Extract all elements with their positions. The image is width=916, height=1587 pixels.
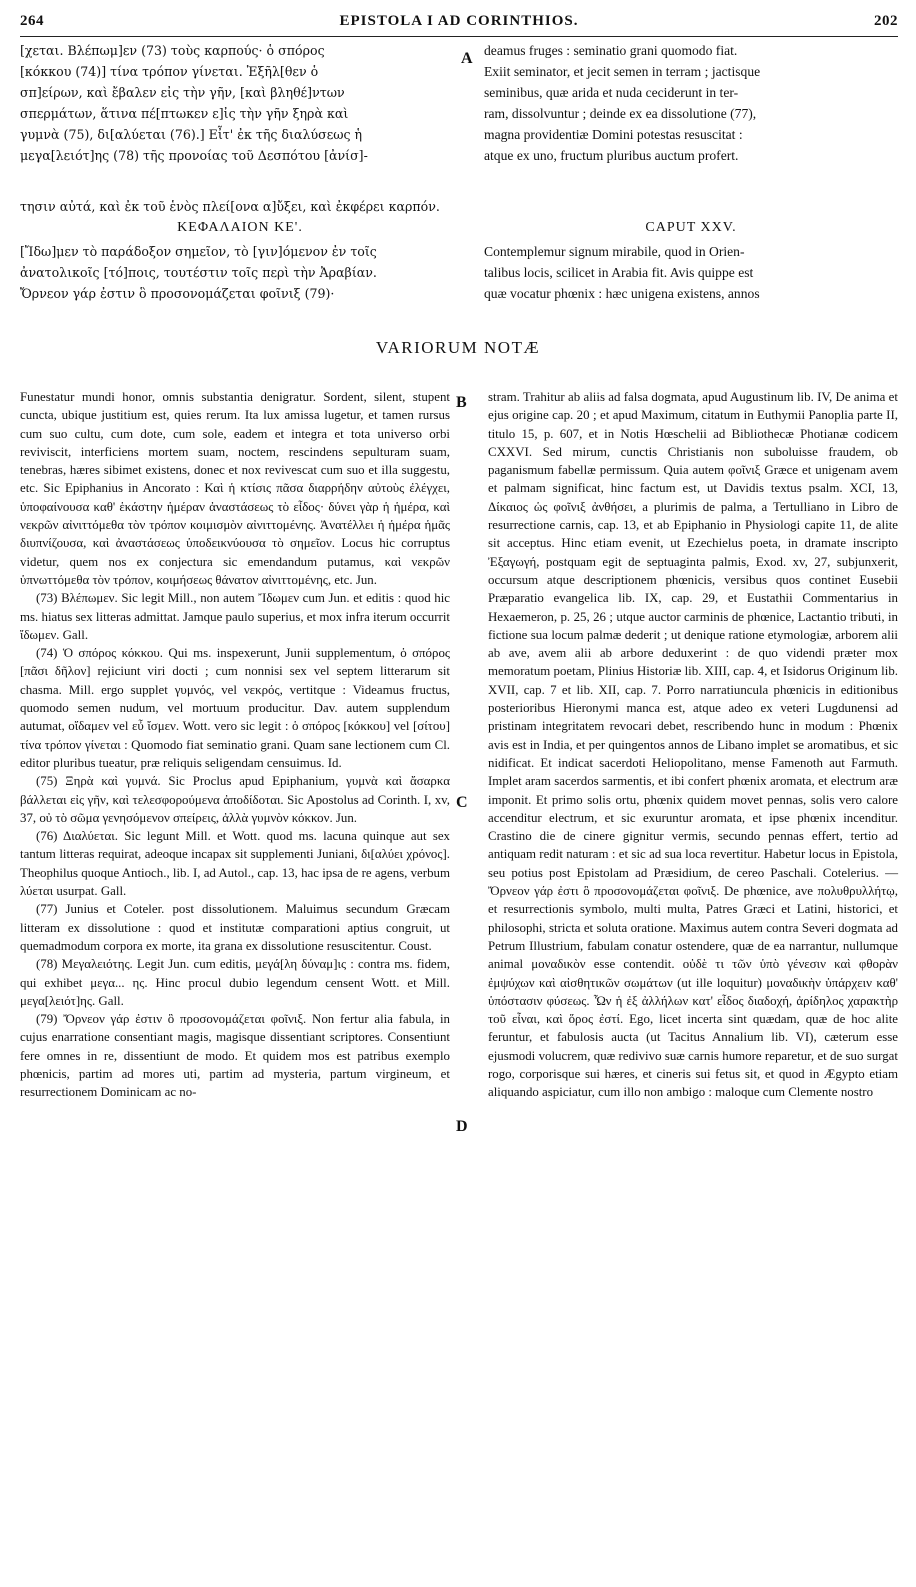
greek-line: γυμνὰ (75), δι[αλύεται (76).] Εἶτ' ἐκ τῆς διαλύσεως ἡ (20, 127, 363, 143)
latin-line: quæ vocatur phœnix : hæc unigena existens, annos (484, 286, 760, 302)
greek-line: [χεται. Βλέπωμ]εν (73) τοὺς καρπούς· ὁ σπόρος (20, 43, 325, 58)
note-79: (79) Ὄρνεον γάρ ἐστιν ὃ προσονομάζεται φοῖνιξ. Non fertur alia fabula, in cujus enarratione consentiant magis, magisque dissentiant scriptores. Consentiunt fere omnes in re, dissentiunt de modo. Et quidem mos est patribus exemplo phœnicis, partim ad mores uti, partim ad mysteria, partum virgineum, et resurrectionem Dominicam ac no- (20, 1012, 450, 1100)
notes-left-column (20, 388, 450, 1102)
latin-line: ram, dissolvuntur ; deinde ex ea dissolutione (77), (484, 106, 757, 122)
greek-line: σπερμάτων, ἅτινα πέ[πτωκεν ε]ἰς τὴν γῆν ξηρὰ καὶ (20, 106, 349, 122)
greek-line: σπ]είρων, καὶ ἔβαλεν εἰς τὴν γῆν, [καὶ βληθέ]ντων (20, 85, 345, 101)
greek-line: [Ἴδω]μεν τὸ παράδοξον σημεῖον, τὸ [γιν]όμενον ἐν τοῖς (20, 244, 377, 259)
notes-heading: VARIORUM NOTÆ (375, 338, 541, 357)
right-page-number: 202 (874, 12, 898, 29)
latin-line: seminibus, quæ arida et nuda ceciderunt in ter- (484, 85, 739, 101)
note-77: (77) Junius et Coteler. post dissolutionem. Maluimus secundum Græcam litteram ex dissolutione : quod et institutæ comparationi aptius congruit, ut quemadmodum corpora ex morte, ita grana ex dissolutione resuscitentur. Coust. (20, 902, 450, 953)
variorum-notes (20, 388, 898, 1578)
greek-wide-line: τησιν αὐτά, καὶ ἐκ τοῦ ἑνὸς πλεί[ονα α]ὔξει, καὶ ἐκφέρει καρπόν. (20, 199, 440, 214)
note-73: (73) Βλέπωμεν. Sic legit Mill., non autem Ἴδωμεν cum Jun. et editis : quod hic ms. hiatus sex litteras admittat. Jamque paulo superius, et mox infra iterum occurrit ἴδωμεν. Gall. (20, 591, 450, 642)
note-74: (74) Ὁ σπόρος κόκκου. Qui ms. inspexerunt, Junii supplementum, ὁ σπόρος [πᾶσι δῆλον] rejiciunt viri docti ; cum nonnisi sex vel septem litterarum sit chasma. Mill. ergo supplet γυμνός, vel νεκρός, vertitque : Videamus fructus, quomodo semen nudum, vel mortuum producitur. Dav. autem supplendum autumat, οἴδαμεν vel εὖ ἴσμεν. Wott. vero sic legit : ὁ σπόρος [κόκκου] vel [σίτου] τίνα τρόπον γίνεται : Quomodo fiat seminatio grani. Quam sane lectionem cum Cl. editor pluribus tueatur, præ reliquis seligendam censuimus. Id. (20, 646, 450, 770)
margin-letter-a: A (461, 50, 473, 67)
notes-right-column (488, 388, 898, 1102)
latin-line: atque ex uno, fructum pluribus auctum profert. (484, 148, 739, 164)
note-paragraph: Funestatur mundi honor, omnis substantia denigratur. Sordent, silent, stupent cuncta, ubique justitium est, quies rerum. Ita lux amissa lugetur, et tamen rursus cum suo cultu, cum dote, cum sole, eadem et integra et tota universo orbi reviviscit, interficiens mortem suam, noctem, rescindens sepulturam suam, tenebras, hæres sibimet existens, donec et nox revivescat cum suo et illa suggestu, etc. Sic Epiphanius in Ancorato : Καὶ ἡ κτίσις πᾶσα διαρρήδην αὐτοὺς ἐλέγχει, ὑποφαίνουσα καθ' ἑκάστην ἡμέραν ἀναστάσεως τὸ εἶδος· δύνει γὰρ ἡ ἡμέρα, καὶ νεκρῶν αἰνιττόμεθα τὸν τρόπον κοιμισμὸν αἰνιττομένης. Ἀνατέλλει ἡ ἡμέρα ἡμᾶς διυπνίζουσα, καὶ ἀναστάσεως ὑποδεικνύουσα τὸ σημεῖον. Locus hic corruptus videtur, quem nos ex conjectura sic emendandum putamus, καὶ νεκρῶν ὑπνωττόμεθα τὸν τρόπον, κοιμήσεως θάνατον αἰνιττομένης, etc. Jun. (20, 390, 450, 587)
note-75: (75) Ξηρὰ καὶ γυμνά. Sic Proclus apud Epiphanium, γυμνὰ καὶ ἄσαρκα βάλλεται εἰς γῆν, καὶ τελεσφορούμενα ἀποδίδοται. Sic Apostolus ad Corinth. I, xv, 37, οὐ τὸ σῶμα γενησόμενον σπείρεις, ἀλλὰ γυμνὸν κόκκον. Jun. (20, 774, 450, 825)
greek-line: Ὄρνεον γάρ ἐστιν ὃ προσονομάζεται φοῖνιξ (79)· (20, 286, 335, 302)
note-continuation: stram. Trahitur ab aliis ad falsa dogmata, apud Augustinum lib. IV, De anima et ejus origine cap. 20 ; et apud Maximum, citatum in Euthymii Panoplia parte II, titulo 15, p. 607, et in Notis Hœschelii ad Bibliothecæ Photianæ codicem CXXVI. Sed mirum, cunctis Christianis non suboluisse fraudem, ob paganismum fabellæ permissum. Quia autem φοῖνιξ Græce et unigenam avem et palmam significat, hinc factum est, ut Davidis textus psalm. XCI, 13, Δίκαιος ὡς φοῖνιξ ἀνθήσει, a plurimis de palma, a Tertulliano in Libro de resurrectione carnis, cap. 13, et ab Epiphanio in Physiologi capite 11, de alite sit acceptus. Hinc etiam evenit, ut Ezechielus poeta, in dramate inscripto Ἐξαγωγή, postquam egit de septuaginta palmis, Exod. xv, 27, subjunxerit, occursum atque descriptionem phœnicis, versibus quos continet Eusebii Præparatio evangelica lib. IX, cap. 29, et Eustathii Commentarius in Hexaemeron, p. 25, 26 ; utque auctor carminis de phœnice, Lactantio tributi, in fictione sua locum palmæ dederit ; ut denique ratione etymologiæ, arborem alii ab ave, avem alii ab arbore deduxerint : de quo videndi præter mox memoratum poetam, Plinius Historiæ lib. XIII, cap. 4, et Isidorus Originum lib. XVII, cap. 7 et lib. XII, cap. 7. Porro narratiuncula phœnicis in editionibus posterioribus Hieronymi manca est, atque adeo ex veteri Lugdunensi ad pristinam integritatem revocari debet, rescribendo hunc in modum : Phœnix avis est in India, et per quingentos annos de Libano implet se aromatibus, et sic nidificat. Et indicat sacerdoti Heliopolitano, mense Famenoth aut Farmuth. Implet aram sacerdos sarmentis, et ibi confert phœnix aromata, et electrum aræ imponit. Et primo solis ortu, phœnix quidem movet pennas, solis vero calore accenditur electrum, et sic exuruntur aromata, et ipse phœnix incenditur. Crastino die de cinere gignitur vermis, secundo pennas effert, tertio ad antiquam redit naturam : et sic ad sua loca revertitur. Habetur locus in Epistola, seu potius post Epistolam ad Præsidium, de cereo Paschali. Cotelerius. — Ὄρνεον γάρ ἐστι ὃ προσονομάζεται φοῖνιξ. De phœnice, ave πολυθρυλλήτῳ, et resurrectionis symbolo, multi multa, Patres Græci et Latini, historici, et philosophi, stricta et soluta oratione. Maximus autem contra Severi dogmata ad Petrum Illustrium, fabulam conatur ostendere, quæ de ea narrantur, nullumque animal μοναδικὸν esse contendit. οὐδὲ τι τῶν ὑπὸ γένεσιν καὶ φθορὰν ἐμψύχων καὶ αἰσθητικῶν σωμάτων (ut ille loquitur) μοναδικὴν ὑπάρχειν καθ' ὑπόστασιν φύσεως. Ὧν ἡ ἐξ ἀλλήλων κατ' εἶδος διαδοχή, ἀρίδηλος χαρακτὴρ τοῦ εἶναι, καὶ ὅρος ἐστί. Ego, licet incerta sint quædam, quæ de hoc alite feruntur, et fabulosis aucta (ut Tacitus Annalium lib. VI), cæterum esse ejusmodi volucrem, quæ redivivo suæ carnis humore reparetur, et de suo surgat rogo, corporisque sui hæres, et cineris sui fetus sit, et quod in Ægypto etiam aliquando aspiciatur, cum illo non ambigo : maloque cum Clemente nostro (488, 390, 898, 1100)
latin-line: deamus fruges : seminatio grani quomodo fiat. (484, 43, 738, 58)
left-page-number: 264 (20, 12, 44, 29)
note-78: (78) Μεγαλειότης. Legit Jun. cum editis, μεγά[λη δύναμ]ις : contra ms. fidem, qui exhibet μεγα... ης. Hinc procul dubio legendum censent Wott. et Mill. μεγα[λειότ]ης. Gall. (20, 957, 450, 1008)
running-head (20, 8, 898, 37)
greek-line: [κόκκου (74)] τίνα τρόπον γίνεται. Ἐξῆλ[θεν ὁ (20, 64, 319, 80)
latin-line: magna providentiæ Domini potestas resuscitat : (484, 127, 743, 143)
latin-line: talibus locis, scilicet in Arabia fit. Avis quippe est (484, 265, 754, 281)
greek-line: ἀνατολικοῖς [τό]ποις, τουτέστιν τοῖς περὶ τὴν Ἀραβίαν. (20, 265, 377, 281)
greek-chapter-heading: ΚΕΦΑΛΑΙΟΝ ΚΕ'. (177, 220, 303, 235)
note-76: (76) Διαλύεται. Sic legunt Mill. et Wott. quod ms. lacuna quinque aut sex tantum litteras requirat, adeoque incapax sit supplementi Juniani, δι[αλύει χρόνος]. Theophilus quoque Antioch., lib. I, ad Autol., cap. 13, hac ipsa de re agens, verbum λύεται usurpat. Gall. (20, 829, 450, 899)
latin-chapter-heading: CAPUT XXV. (645, 220, 737, 235)
margin-letter-b: B (456, 394, 467, 411)
latin-line: Contemplemur signum mirabile, quod in Orien- (484, 244, 745, 259)
main-text (20, 40, 898, 315)
margin-letter-d: D (456, 1118, 468, 1135)
greek-line: μεγα[λειότ]ης (78) τῆς προνοίας τοῦ Δεσπότου [ἀνίσ]- (20, 148, 368, 164)
margin-letter-c: C (456, 794, 468, 811)
latin-line: Exiit seminator, et jecit semen in terram ; jactisque (484, 64, 761, 80)
running-title: EPISTOLA I AD CORINTHIOS. (339, 12, 579, 29)
